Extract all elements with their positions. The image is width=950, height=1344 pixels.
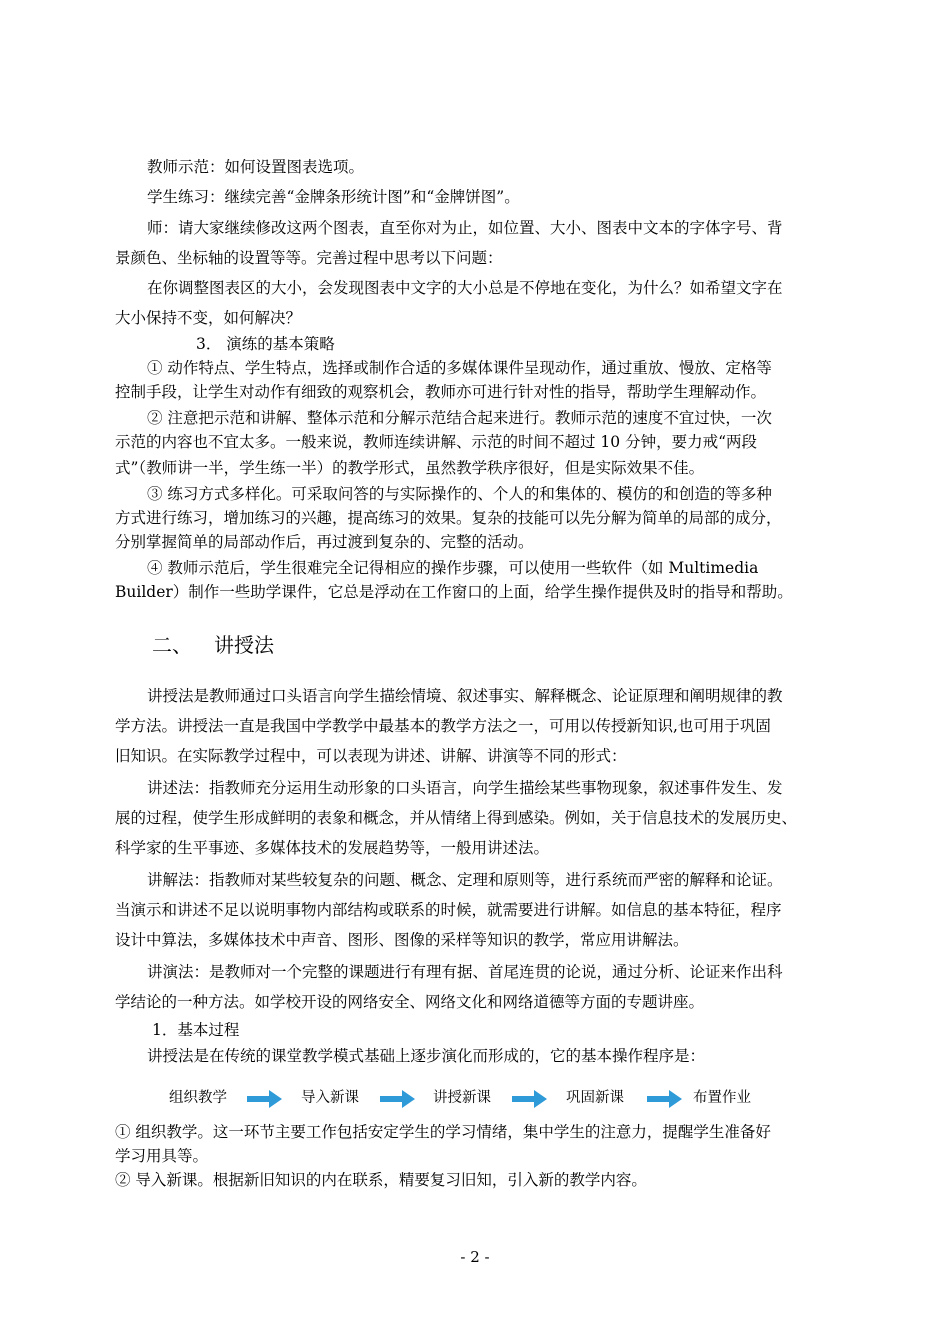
paragraph-line: 讲授法是教师通过口头语言向学生描绘情境、叙述事实、解释概念、论证原理和阐明规律的教 (147, 687, 783, 705)
paragraph-line: ② 导入新课。根据新旧知识的内在联系，精要复习旧知，引入新的教学内容。 (115, 1171, 647, 1189)
paragraph-line: 景颜色、坐标轴的设置等等。完善过程中思考以下问题： (115, 249, 503, 267)
paragraph-line: ① 组织教学。这一环节主要工作包括安定学生的学习情绪，集中学生的注意力，提醒学生准备好 (115, 1123, 771, 1141)
flow-step: 讲授新课 (433, 1090, 491, 1106)
paragraph-line: 讲述法：指教师充分运用生动形象的口头语言，向学生描绘某些事物现象，叙述事件发生、发 (147, 779, 783, 797)
paragraph-line: ② 注意把示范和讲解、整体示范和分解示范结合起来进行。教师示范的速度不宜过快，一次 (147, 409, 772, 427)
subheading: 3． 演练的基本策略 (196, 335, 335, 353)
paragraph-line: 控制手段，让学生对动作有细致的观察机会，教师亦可进行针对性的指导，帮助学生理解动作。 (115, 383, 767, 401)
flow-step: 组织教学 (169, 1090, 227, 1106)
paragraph-line: 设计中算法，多媒体技术中声音、图形、图像的采样等知识的教学，常应用讲解法。 (115, 931, 689, 949)
subheading: 1．基本过程 (152, 1021, 240, 1039)
paragraph-line: ① 动作特点、学生特点，选择或制作合适的多媒体课件呈现动作，通过重放、慢放、定格等 (147, 359, 772, 377)
paragraph-line: 学生练习：继续完善“金牌条形统计图”和“金牌饼图”。 (147, 188, 520, 206)
paragraph-line: ③ 练习方式多样化。可采取问答的与实际操作的、个人的和集体的、模仿的和创造的等多种 (147, 485, 772, 503)
paragraph-line: Builder）制作一些助学课件，它总是浮动在工作窗口的上面，给学生操作提供及时的指导和帮助。 (115, 583, 793, 601)
flow-step: 导入新课 (301, 1090, 359, 1106)
section-number: 二、 (152, 633, 192, 657)
process-flow (165, 1086, 785, 1112)
paragraph-line: 示范的内容也不宜太多。一般来说，教师连续讲解、示范的时间不超过 10 分钟，要力戒“两段 (115, 433, 758, 451)
paragraph-line: 教师示范：如何设置图表选项。 (147, 158, 365, 176)
flow-step: 布置作业 (693, 1090, 751, 1106)
paragraph-line: 学方法。讲授法一直是我国中学教学中最基本的教学方法之一，可用以传授新知识,也可用于巩固 (115, 717, 771, 735)
paragraph-line: 在你调整图表区的大小，会发现图表中文字的大小总是不停地在变化，为什么？如希望文字在 (147, 279, 783, 297)
right-arrow-icon (647, 1089, 683, 1109)
flow-step: 巩固新课 (566, 1090, 624, 1106)
paragraph-line: 讲授法是在传统的课堂教学模式基础上逐步演化而形成的，它的基本操作程序是： (147, 1047, 706, 1065)
paragraph-line: 式”（教师讲一半，学生练一半）的教学形式，虽然教学秩序很好，但是实际效果不佳。 (115, 459, 705, 477)
paragraph-line: 讲解法：指教师对某些较复杂的问题、概念、定理和原则等，进行系统而严密的解释和论证。 (147, 871, 783, 889)
section-heading (152, 632, 274, 658)
right-arrow-icon (512, 1089, 548, 1109)
paragraph-line: 方式进行练习，增加练习的兴趣，提高练习的效果。复杂的技能可以先分解为简单的局部的成分， (115, 509, 782, 527)
paragraph-line: 学习用具等。 (115, 1147, 209, 1165)
right-arrow-icon (380, 1089, 416, 1109)
paragraph-line: 当演示和讲述不足以说明事物内部结构或联系的时候，就需要进行讲解。如信息的基本特征，程序 (115, 901, 782, 919)
paragraph-line: 展的过程，使学生形成鲜明的表象和概念，并从情绪上得到感染。例如，关于信息技术的发展历史、 (115, 809, 798, 827)
paragraph-line: 科学家的生平事迹、多媒体技术的发展趋势等，一般用讲述法。 (115, 839, 550, 857)
paragraph-line: ④ 教师示范后，学生很难完全记得相应的操作步骤，可以使用一些软件（如 Multimedia (147, 559, 759, 577)
right-arrow-icon (247, 1089, 283, 1109)
paragraph-line: 师：请大家继续修改这两个图表，直至你对为止，如位置、大小、图表中文本的字体字号、背 (147, 219, 783, 237)
section-title: 讲授法 (214, 633, 274, 657)
paragraph-line: 讲演法：是教师对一个完整的课题进行有理有据、首尾连贯的论说，通过分析、论证来作出科 (147, 963, 783, 981)
paragraph-line: 大小保持不变，如何解决？ (115, 309, 302, 327)
paragraph-line: 分别掌握简单的局部动作后，再过渡到复杂的、完整的活动。 (115, 533, 534, 551)
page-number: - 2 - (460, 1248, 490, 1266)
paragraph-line: 学结论的一种方法。如学校开设的网络安全、网络文化和网络道德等方面的专题讲座。 (115, 993, 705, 1011)
paragraph-line: 旧知识。在实际教学过程中，可以表现为讲述、讲解、讲演等不同的形式： (115, 747, 627, 765)
